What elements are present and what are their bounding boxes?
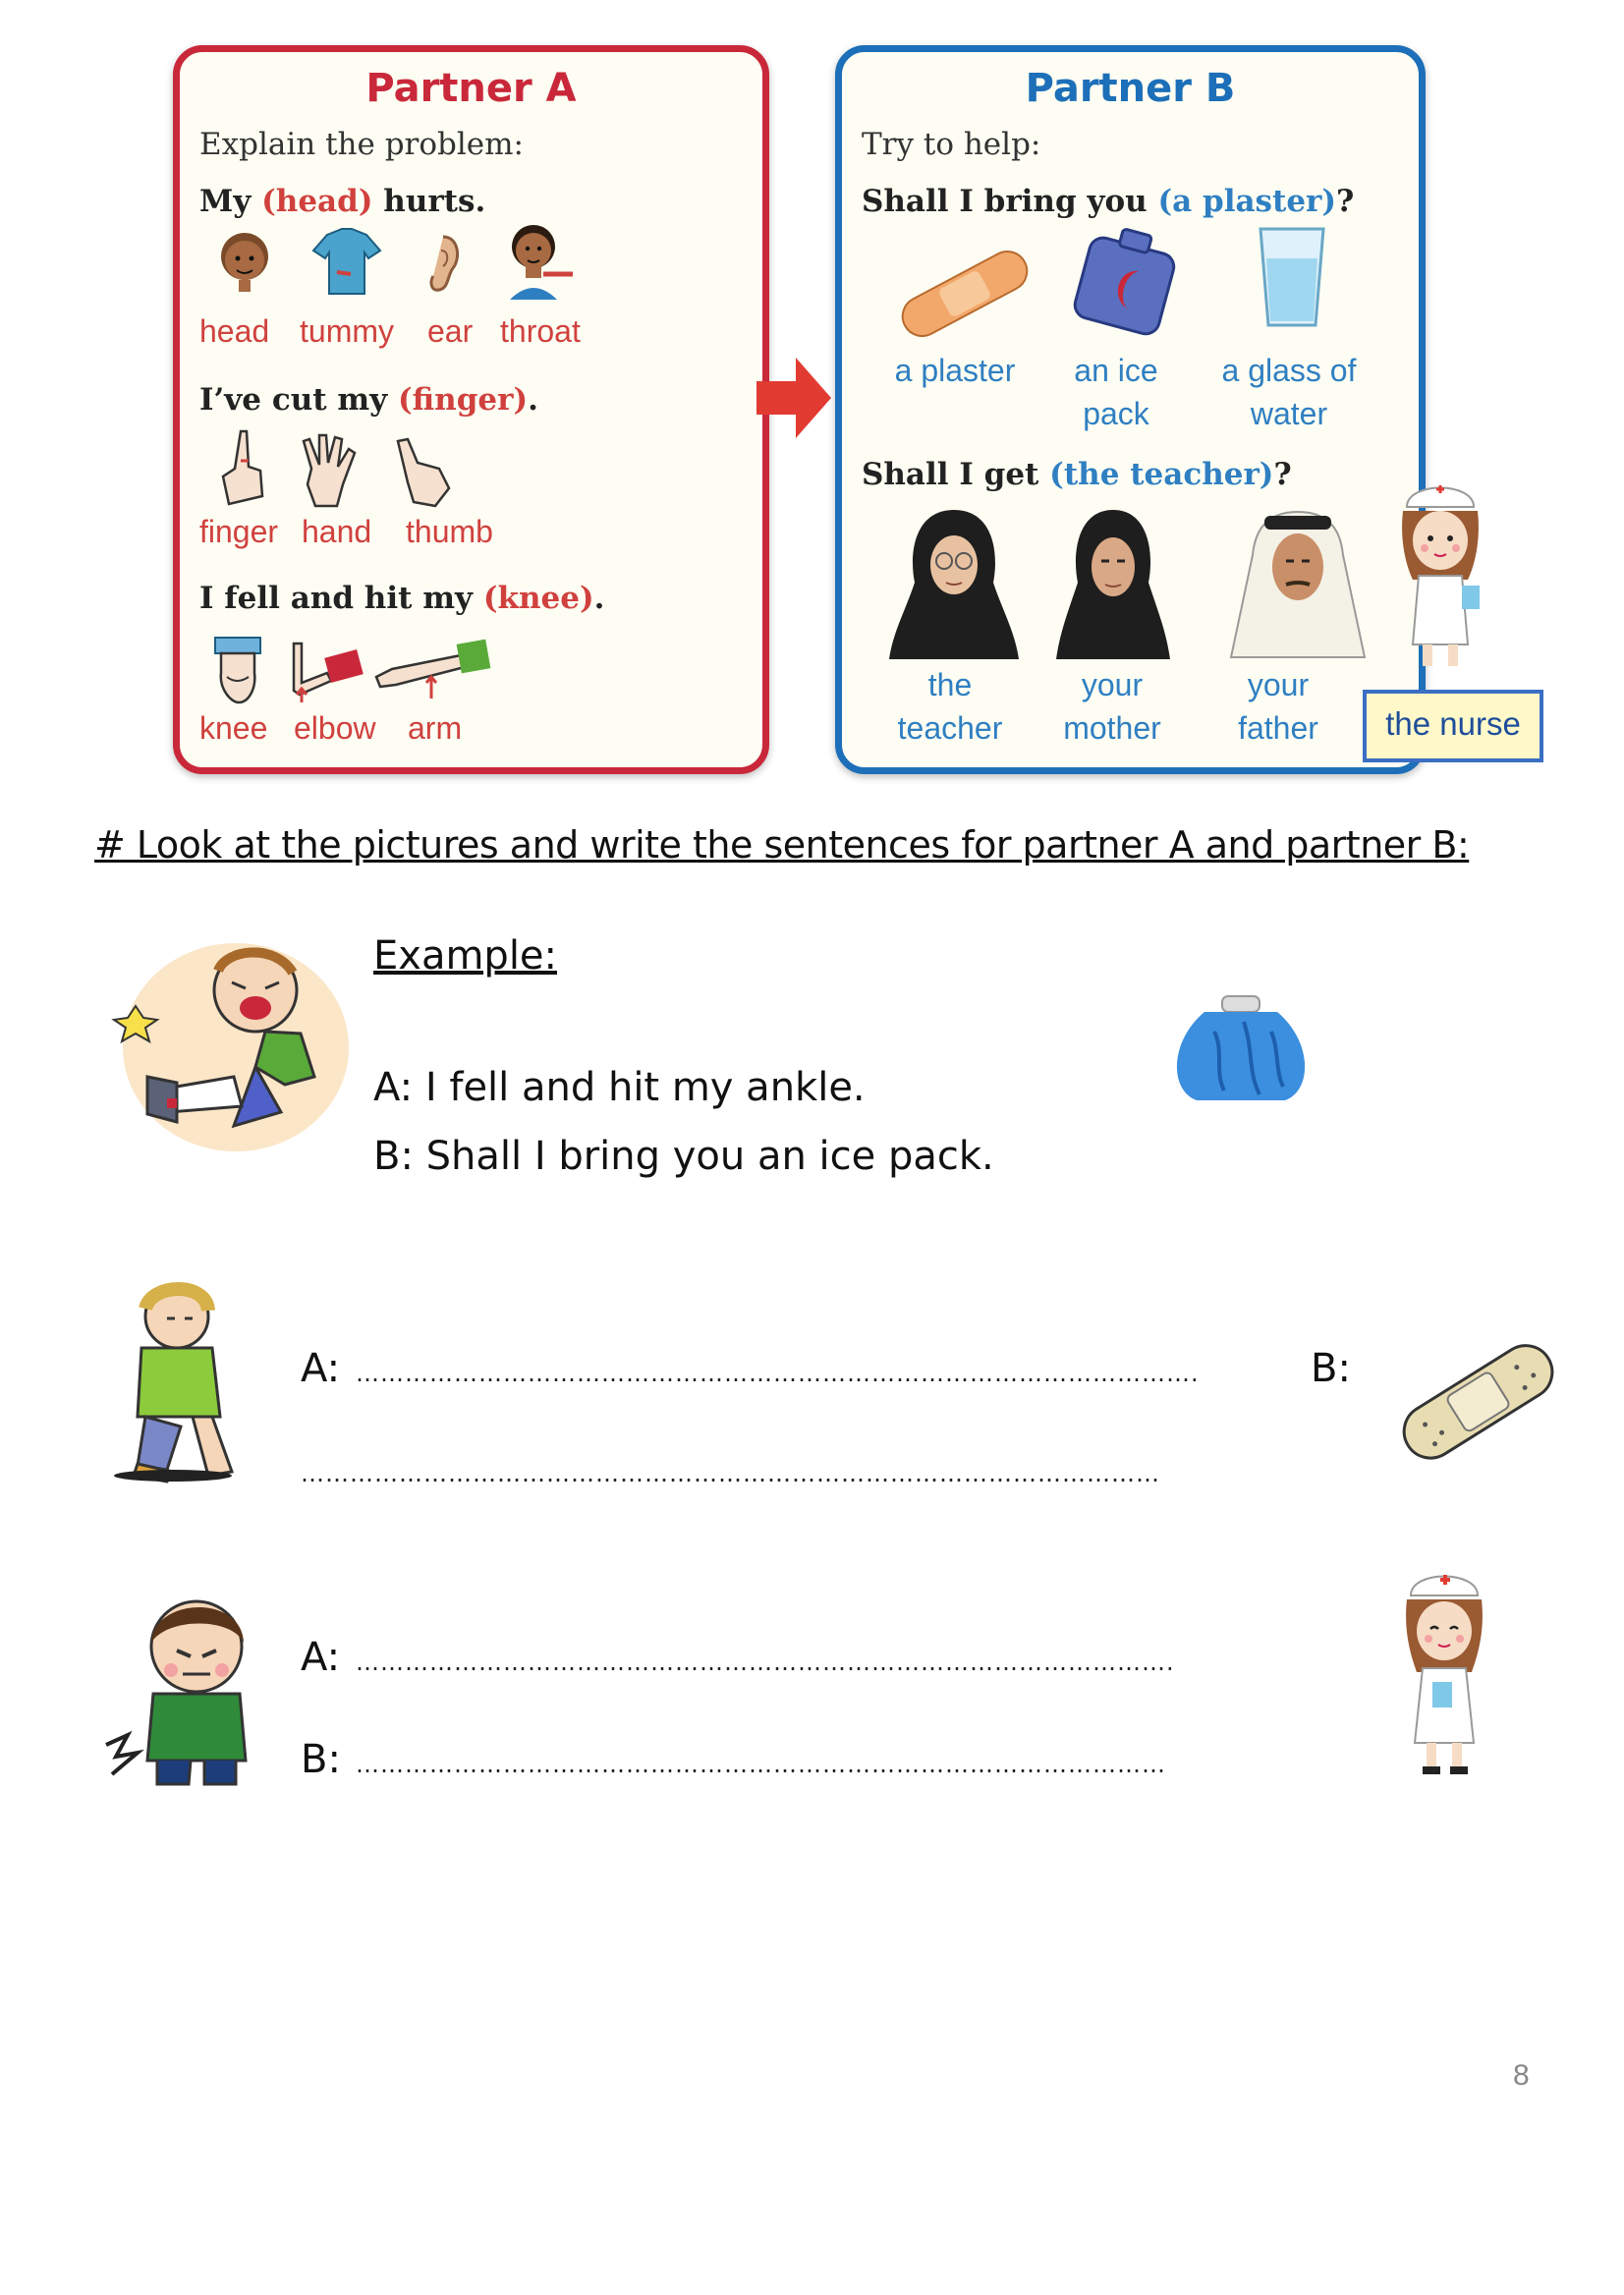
finger-icon (215, 427, 270, 510)
stomachache-boy-icon (98, 1588, 257, 1794)
label-glass-of-water: a glass of water (1221, 353, 1357, 431)
instruction: # Look at the pictures and write the sentences for partner A and partner B: (94, 823, 1470, 867)
label-throat: throat (500, 313, 581, 349)
bandage-icon (1391, 1334, 1564, 1468)
elbow-icon (288, 634, 364, 704)
label-father: your father (1238, 667, 1318, 746)
exercise-1-b-prefix: B: (1311, 1346, 1351, 1391)
partner-a-title: Partner A (365, 66, 577, 111)
plaster-icon (891, 245, 1038, 343)
head-icon (215, 227, 274, 296)
partner-a-phrase-1: My (head) hurts. (199, 184, 486, 219)
nurse-label-box (1363, 690, 1543, 762)
nurse-icon-bottom (1393, 1566, 1495, 1782)
hurt-ankle-boy-icon (108, 929, 354, 1155)
tummy-icon (308, 225, 386, 298)
example-title: Example: (373, 933, 558, 979)
exercise-1-a-answer-line[interactable]: …………………………………………………………………………………………. (356, 1360, 1200, 1387)
partner-a-panel (173, 45, 769, 774)
father-icon (1219, 506, 1376, 659)
exercise-1-a-prefix: A: (301, 1346, 341, 1391)
exercise-1-b-answer-line[interactable]: …………………………………………………………………………………………… (301, 1460, 1160, 1487)
page-number: 8 (1513, 2059, 1530, 2092)
mother-icon (1052, 504, 1174, 661)
nurse-icon (1389, 477, 1491, 674)
label-head: head (199, 313, 270, 349)
thumb-icon (388, 433, 459, 512)
hurt-knee-boy-icon (98, 1279, 246, 1485)
label-teacher: the teacher (897, 667, 1003, 746)
label-hand: hand (302, 514, 372, 549)
nurse-label: the nurse (1385, 705, 1521, 742)
ice-pack-example-icon (1165, 992, 1316, 1110)
label-ice-pack: an ice pack (1074, 353, 1158, 431)
example-a-line: A: I fell and hit my ankle. (373, 1065, 866, 1110)
partner-a-phrase-3: I fell and hit my (knee). (199, 581, 605, 616)
exercise-2-a-prefix: A: (301, 1635, 341, 1680)
exercise-2-b-prefix: B: (301, 1737, 341, 1782)
label-arm: arm (408, 710, 463, 746)
partner-b-phrase-2: Shall I get (the teacher)? (862, 457, 1292, 492)
label-mother: your mother (1063, 667, 1161, 746)
label-ear: ear (427, 313, 474, 349)
knee-icon (209, 634, 268, 704)
partner-b-phrase-1: Shall I bring you (a plaster)? (862, 184, 1355, 219)
throat-icon (504, 221, 579, 302)
arrow-right-icon (756, 354, 835, 442)
label-tummy: tummy (300, 313, 394, 349)
partner-b-title: Partner B (1025, 66, 1236, 111)
label-thumb: thumb (406, 514, 493, 549)
example-b-line: B: Shall I bring you an ice pack. (373, 1134, 994, 1179)
label-plaster: a plaster (894, 353, 1016, 388)
exercise-2-a-answer-line[interactable]: ………………………………………………………………………………………. (356, 1649, 1175, 1676)
label-knee: knee (199, 710, 268, 746)
exercise-2-b-answer-line[interactable]: ……………………………………………………………………………………… (356, 1751, 1166, 1778)
partner-b-subtitle: Try to help: (862, 127, 1041, 162)
partner-a-subtitle: Explain the problem: (199, 127, 524, 162)
partner-b-panel (835, 45, 1426, 774)
label-finger: finger (199, 514, 279, 549)
ice-pack-icon (1066, 225, 1184, 343)
label-elbow: elbow (294, 710, 376, 746)
partner-a-phrase-2: I’ve cut my (finger). (199, 382, 538, 418)
teacher-icon (885, 504, 1023, 661)
hand-icon (294, 429, 368, 510)
arm-icon (372, 638, 494, 702)
ear-icon (423, 233, 463, 296)
glass-of-water-icon (1253, 223, 1331, 339)
